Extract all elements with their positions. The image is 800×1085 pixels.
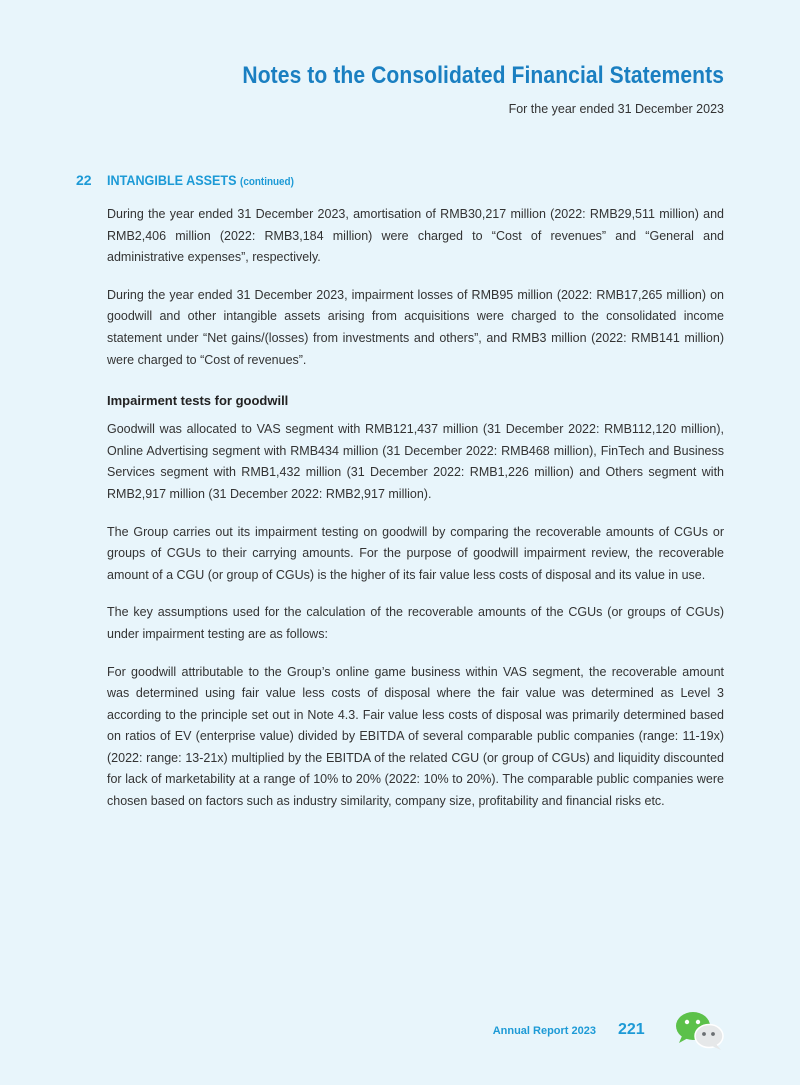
section-title: [107, 172, 294, 188]
paragraph-key-assumptions: The key assumptions used for the calculation of the recoverable amounts of the CGUs (or groups of CGUs) under impairment testing are as follows:: [107, 605, 724, 641]
annual-report-label: Annual Report 2023: [492, 1025, 596, 1037]
section-heading: [76, 172, 315, 190]
section-continued-label: (continued): [240, 176, 294, 188]
page-title: Notes to the Consolidated Financial Statements: [242, 62, 724, 89]
section-number: 22: [76, 172, 92, 188]
subsection-heading: Impairment tests for goodwill: [107, 393, 289, 409]
wechat-logo-icon: [674, 1010, 728, 1052]
paragraph-goodwill-allocation: Goodwill was allocated to VAS segment with RMB121,437 million (31 December 2022: RMB112,120 million), Online Advertising segment with RMB434 million (31 December 2022: RMB468 million), FinTech and Business Services segment with RMB1,432 million (31 December 2022: RMB1,226 million) and Others segment with RMB2,917 million (31 December 2022: RMB2,917 million).: [107, 422, 724, 501]
section-title-text: INTANGIBLE ASSETS: [107, 172, 237, 188]
page-subtitle: For the year ended 31 December 2023: [508, 102, 724, 116]
section-body: [107, 204, 724, 829]
page-number: 221: [618, 1021, 645, 1038]
paragraph-amortisation: During the year ended 31 December 2023, amortisation of RMB30,217 million (2022: RMB29,511 million) and RMB2,406 million (2022: RMB3,184 million) were charged to “Cost of revenues” and “General and administrative expenses”, respectively.: [107, 207, 724, 265]
paragraph-impairment-losses: During the year ended 31 December 2023, impairment losses of RMB95 million (2022: RMB17,265 million) on goodwill and other intangible assets arising from acquisitions were charged to the consolidated income statement under “Net gains/(losses) from investments and others”, and RMB3 million (2022: RMB141 million) were charged to “Cost of revenues”.: [107, 287, 724, 367]
paragraph-impairment-testing: The Group carries out its impairment testing on goodwill by comparing the recoverable amounts of CGUs or groups of CGUs to their carrying amounts. For the purpose of goodwill impairment review, the recoverable amount of a CGU (or group of CGUs) is the higher of its fair value less costs of disposal and its value in use.: [107, 524, 724, 582]
page-footer: [0, 1016, 800, 1056]
paragraph-online-game-goodwill: For goodwill attributable to the Group’s online game business within VAS segment, the recoverable amount was determined using fair value less costs of disposal where the fair value was determined as Level 3 according to the principle set out in Note 4.3. Fair value less costs of disposal was primarily determined based on ratios of EV (enterprise value) divided by EBITDA of several comparable public companies (range: 11-19x) (2022: range: 13-21x) multiplied by the EBITDA of the related CGU (or group of CGUs) and liquidity discounted for lack of marketability at a range of 10% to 20% (2022: 10% to 20%). The comparable public companies were chosen based on factors such as industry similarity, company size, profitability and financial risks etc.: [107, 664, 724, 809]
